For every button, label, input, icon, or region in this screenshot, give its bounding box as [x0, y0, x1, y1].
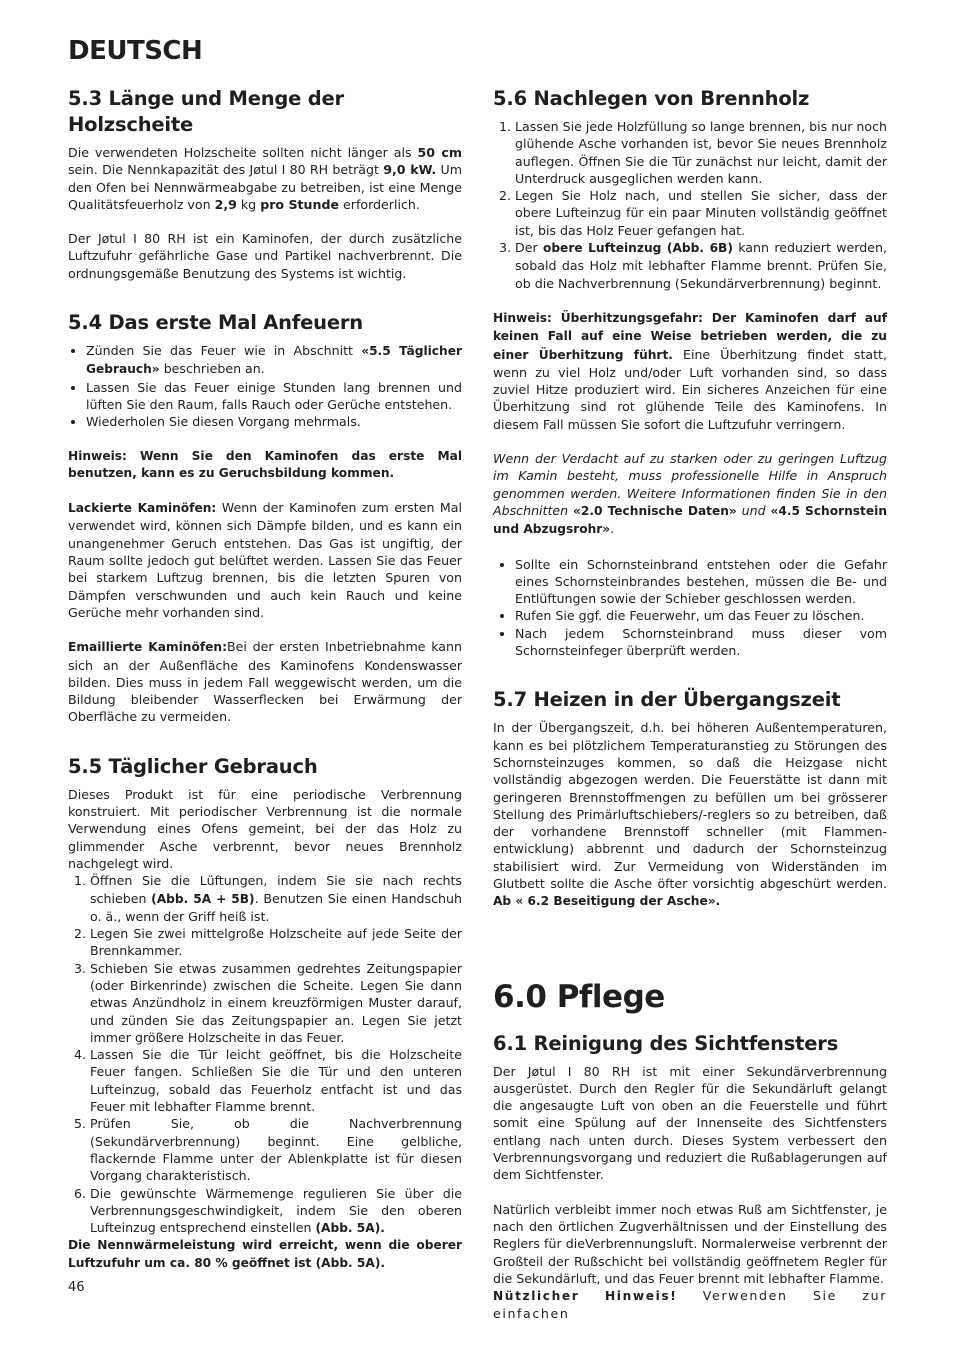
section-title: 5.4 Das erste Mal Anfeuern	[68, 311, 363, 335]
right-column	[493, 86, 887, 1323]
paragraph: Die verwendeten Holzscheite sollten nicht länger als 50 cm sein. Die Nennkapazität des Jøtul I 80 RH beträgt 9,0 kW. Um den Ofen bei Nennwärmeabgabe zu betreiben, ist eine Menge Qualitätsfeuerholz von 2,9 kg pro Stunde erforderlich.	[68, 145, 462, 212]
list-item: • Lassen Sie das Feuer einige Stunden lang brennen und lüften Sie den Raum, falls Rauch oder Gerüche entstehen.	[86, 379, 462, 414]
list-item: 5. Prüfen Sie, ob die Nachverbrennung (Sekundärverbrennung) beginnt. Eine gelbliche, flackernde Flamme unter der Ablenkplatte ist für diesen Vorgang charakteristisch.	[90, 1115, 462, 1184]
chapter-title: 6.0 Pflege	[493, 978, 665, 1015]
list-item: 3. Schieben Sie etwas zusammen gedrehtes Zeitungspapier (oder Birkenrinde) zwischen die Scheite. Legen Sie dann etwas Anzündholz in einem kreuzförmigen Muster darauf, und zünden Sie das Zeitungspapier an. Legen Sie jetzt immer größere Holzscheite in das Feuer.	[90, 960, 462, 1046]
paragraph: Emaillierte Kaminöfen:Bei der ersten Inbetriebnahme kann sich an der Außenfläche des Kaminofens Kondenswasser bilden. Dies muss in jedem Fall weggewischt werden, um die Bildung bleibender Wasserflecken bei Erwärmung der Oberfläche zu vermeiden.	[68, 639, 462, 725]
list-item: 2. Legen Sie Holz nach, und stellen Sie sicher, dass der obere Lufteinzug für ein paar Minuten vollständig geöffnet ist, bis das Holz Feuer gefangen hat.	[515, 187, 887, 239]
list-item: • Zünden Sie das Feuer wie in Abschnitt «5.5 Täglicher Gebrauch» beschrieben an.	[86, 342, 462, 379]
paragraph: Der Jøtul I 80 RH ist ein Kaminofen, der durch zusätzliche Luftzufuhr gefährliche Gase und Partikel nachverbrennt. Die ordnungsgemäße Benutzung des Systems ist wichtig.	[68, 231, 462, 281]
section-5-4	[68, 310, 462, 726]
note: Hinweis: Wenn Sie den Kaminofen das erste Mal benutzen, kann es zu Geruchsbildung kommen.	[68, 448, 462, 480]
list-item: 4. Lassen Sie die Tür leicht geöffnet, bis die Holzscheite Feuer fangen. Schließen Sie die Tür und den unteren Lufteinzug, sobald das Feuerholz entfacht ist und das Feuer mit lebhafter Flamme brennt.	[90, 1046, 462, 1115]
left-column	[68, 86, 462, 1272]
section-5-3	[68, 86, 462, 282]
warning: Hinweis: Überhitzungsgefahr: Der Kaminofen darf auf keinen Fall auf eine Weise betrieben werden, die zu einer Überhitzung führt. Eine Überhitzung findet statt, wenn zu viel Holz und/oder Luft vorhanden sind, so dass zuviel Hitze produziert wird. Ein sicheres Anzeichen für eine Überhitzung sind rot glühende Teile des Kaminofens. In diesem Fall müssen Sie sofort die Luftzufuhr verringern.	[493, 310, 887, 432]
bullet-list	[493, 556, 887, 660]
section-title: 5.5 Täglicher Gebrauch	[68, 754, 318, 778]
list-item: • Rufen Sie ggf. die Feuerwehr, um das Feuer zu löschen.	[515, 607, 887, 624]
list-item: 1. Lassen Sie jede Holzfüllung so lange brennen, bis nur noch glühende Asche vorhanden ist, bevor Sie neues Brennholz auflegen. Öffnen Sie die Tür zunächst nur leicht, damit der Unterdruck ausgeglichen werden kann.	[515, 118, 887, 187]
list-item: 1. Öffnen Sie die Lüftungen, indem Sie sie nach rechts schieben (Abb. 5A + 5B). Benutzen Sie einen Handschuh o. ä., wenn der Griff heiß ist.	[90, 872, 462, 925]
list-item: 3. Der obere Lufteinzug (Abb. 6B) kann reduziert werden, sobald das Holz mit lebhafter Flamme brennt. Prüfen Sie, ob die Nachverbrennung (Sekundärverbrennung) beginnt.	[515, 239, 887, 292]
section-5-6	[493, 86, 887, 659]
paragraph: Lackierte Kaminöfen: Wenn der Kaminofen zum ersten Mal verwendet wird, können sich Dämpfe bilden, und es kann ein unangenehmer Geruch entstehen. Das Gas ist ungiftig, der Raum sollte jedoch gut belüftet werden. Lassen Sie das Feuer bei starkem Luftzug brennen, bis die letzten Spuren von Dämpfen verschwunden und auch kein Rauch und keine Gerüche mehr vorhanden sind.	[68, 500, 462, 620]
section-title: 5.3 Länge und Menge der Holzscheite	[68, 87, 344, 136]
list-item: • Nach jedem Schornsteinbrand muss dieser vom Schornsteinfeger überprüft werden.	[515, 625, 887, 660]
section-6-0	[493, 977, 887, 1017]
paragraph: Dieses Produkt ist für eine periodische Verbrennung konstruiert. Mit periodischer Verbrennung ist die normale Verwendung eines Ofens gemeint, bei der das Holz zu glimmender Asche verbrennt, bevor neues Brennholz nachgelegt wird.	[68, 786, 462, 871]
paragraph: Wenn der Verdacht auf zu starken oder zu geringen Luftzug im Kamin besteht, muss professionelle Hilfe in Anspruch genommen werden. Weitere Informationen finden Sie in den Abschnitten «2.0 Technische Daten» und «4.5 Schornstein und Abzugsrohr».	[493, 451, 887, 537]
note: Die Nennwärmeleistung wird erreicht, wenn die oberer Luftzufuhr um ca. 80 % geöffnet ist (Abb. 5A).	[68, 1238, 462, 1270]
bullet-list	[68, 342, 462, 430]
section-title: 5.7 Heizen in der Übergangszeit	[493, 688, 841, 712]
language-heading: DEUTSCH	[68, 36, 203, 66]
paragraph: Nützlicher Hinweis! Verwenden Sie zur einfachen	[493, 1288, 887, 1322]
list-item: 2. Legen Sie zwei mittelgroße Holzscheite auf jede Seite der Brennkammer.	[90, 925, 462, 960]
list-item: 6. Die gewünschte Wärmemenge regulieren Sie über die Verbrennungsgeschwindigkeit, indem Sie den oberen Lufteinzug entsprechend einstellen (Abb. 5A).	[90, 1185, 462, 1238]
list-item: • Wiederholen Sie diesen Vorgang mehrmals.	[86, 413, 462, 430]
section-5-7	[493, 687, 887, 910]
section-6-1	[493, 1031, 887, 1323]
section-title: 5.6 Nachlegen von Brennholz	[493, 87, 810, 110]
section-title: 6.1 Reinigung des Sichtfensters	[493, 1031, 839, 1055]
paragraph: Natürlich verbleibt immer noch etwas Ruß am Sichtfenster, je nach den örtlichen Zugverhältnissen und der Einstellung des Reglers für dieVerbrennungsluft. Normalerweise verbrennt der Großteil der Rußschicht bei vollständig geöffnetem Regler für die Sekundärluft, und das Feuer brennt mit lebhafter Flamme.	[493, 1201, 887, 1286]
section-5-5	[68, 754, 462, 1272]
list-item: • Sollte ein Schornsteinbrand entstehen oder die Gefahr eines Schornsteinbrandes bestehen, müssen die Be- und Entlüftungen sowie der Schieber geschlossen werden.	[515, 556, 887, 608]
numbered-list	[493, 118, 887, 292]
page-number: 46	[68, 1280, 85, 1295]
numbered-list	[68, 872, 462, 1237]
paragraph: Der Jøtul I 80 RH ist mit einer Sekundärverbrennung ausgerüstet. Durch den Regler für die Sekundärluft gelangt die angesaugte Luft von oben an die Feuerstelle und führt somit eine Spülung auf der Innenseite des Sichtfensters entlang nach unten durch. Dieses System verbessert den Verbrennungsvorgang und reduziert die Rußablagerungen auf dem Sichtfenster.	[493, 1063, 887, 1183]
paragraph: In der Übergangszeit, d.h. bei höheren Außentemperaturen, kann es bei plötzlichem Temperaturanstieg zu Störungen des Schornsteinzuges kommen, so daß die Heizgase nicht vollständig abgezogen werden. Die Feuerstätte ist dann mit geringeren Brennstoffmengen zu befüllen um bei grösserer Stellung des Primärluftschiebers/-reglers so zu betreiben, daß der vorhandene Brennstoff schneller (mit Flammen-entwicklung) abbrennt und dadurch der Schornsteinzug stabilisiert wird. Zur Vermeidung von Widerständen im Glutbett sollte die Asche öfter vorsichtig abgeschürt werden. Ab « 6.2 Beseitigung der Asche».	[493, 720, 887, 909]
